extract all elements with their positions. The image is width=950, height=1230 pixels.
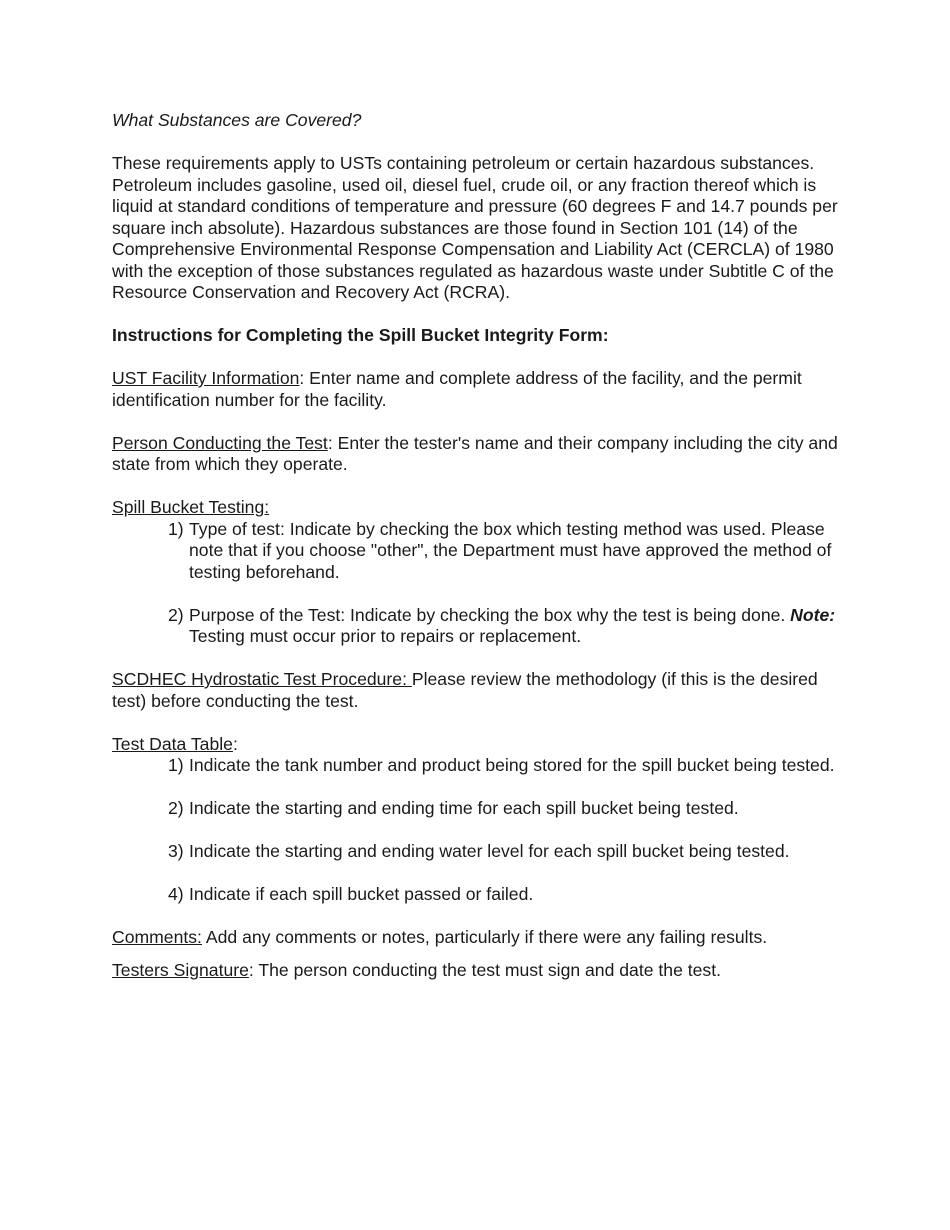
document-page xyxy=(112,110,847,981)
test-data-heading: Test Data Table: xyxy=(112,733,238,754)
person-text: : Enter the tester's name and their company including the city and state from which they operate. xyxy=(112,432,838,474)
substances-heading: What Substances are Covered? xyxy=(112,110,362,130)
comments-text: Add any comments or notes, particularly if there were any failing results. xyxy=(201,927,768,947)
list-item-text: Type of test: Indicate by checking the box which testing method was used. Please note that if you choose "other", the Department must have approved the method of testing beforehand. xyxy=(189,518,832,582)
comments-label: Comments: xyxy=(112,927,202,947)
procedure-text: Please review the methodology (if this is the desired test) before conducting the test. xyxy=(112,669,818,711)
person-label: Person Conducting the Test xyxy=(112,432,328,453)
signature-text: : The person conducting the test must sign and date the test. xyxy=(248,959,721,980)
list-item xyxy=(112,519,847,584)
test-data-label: Test Data Table xyxy=(112,733,233,754)
note-label: Note: xyxy=(790,604,836,625)
list-item xyxy=(112,798,847,820)
signature-label: Testers Signature xyxy=(112,959,249,980)
list-item-text-after: Testing must occur prior to repairs or replacement. xyxy=(189,626,582,646)
spill-testing-label: Spill Bucket Testing: xyxy=(112,497,270,517)
facility-label: UST Facility Information xyxy=(112,368,300,388)
list-item-text: Purpose of the Test: Indicate by checking the box why the test is being done. xyxy=(189,604,791,625)
procedure-paragraph xyxy=(112,669,847,712)
procedure-label: SCDHEC Hydrostatic Test Procedure: xyxy=(112,669,412,689)
list-item xyxy=(112,755,847,777)
comments-paragraph xyxy=(112,927,847,949)
instructions-heading: Instructions for Completing the Spill Bucket Integrity Form: xyxy=(112,325,609,345)
person-paragraph xyxy=(112,433,847,476)
list-item xyxy=(112,841,847,863)
list-item xyxy=(112,605,847,648)
test-data-list xyxy=(112,755,847,906)
list-number: 3) xyxy=(168,841,184,861)
list-item-text: Indicate the tank number and product being stored for the spill bucket being tested. xyxy=(189,755,835,775)
list-item-text: Indicate the starting and ending time for each spill bucket being tested. xyxy=(189,798,739,818)
list-number: 1) xyxy=(168,755,184,775)
list-item xyxy=(112,884,847,906)
list-number: 2) xyxy=(168,798,184,818)
facility-text: : Enter name and complete address of the facility, and the permit identification number for the facility. xyxy=(112,368,802,410)
list-number: 1) xyxy=(168,518,184,539)
list-item-text: Indicate if each spill bucket passed or failed. xyxy=(189,884,534,904)
spill-testing-list xyxy=(112,519,847,648)
facility-paragraph xyxy=(112,368,847,411)
signature-paragraph xyxy=(112,960,847,982)
substances-paragraph: These requirements apply to USTs containing petroleum or certain hazardous substances. Petroleum includes gasoline, used oil, diesel fuel, crude oil, or any fraction thereof which is liquid at standard conditions of temperature and pressure (60 degrees F and 14.7 pounds per square inch absolute). Hazardous substances are those found in Section 101 (14) of the Comprehensive Environmental Response Compensation and Liability Act (CERCLA) of 1980 with the exception of those substances regulated as hazardous waste under Subtitle C of the Resource Conservation and Recovery Act (RCRA). xyxy=(112,153,838,302)
list-item-text: Indicate the starting and ending water level for each spill bucket being tested. xyxy=(189,841,790,861)
list-number: 2) xyxy=(168,604,184,625)
list-number: 4) xyxy=(168,884,184,904)
